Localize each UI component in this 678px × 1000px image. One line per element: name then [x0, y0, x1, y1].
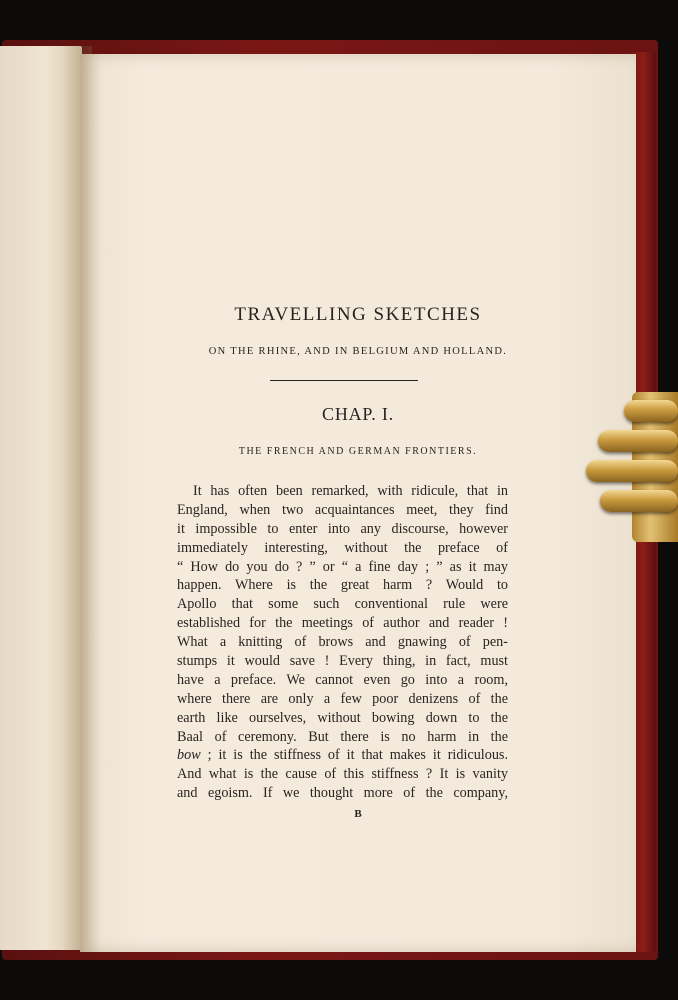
clip-finger	[598, 430, 678, 452]
text-line: And what is the cause of this stiffness ? It is vanity	[177, 766, 508, 783]
signature-mark: B	[354, 808, 362, 820]
text-line: and egoism. If we thought more of the company,	[177, 785, 508, 802]
clip-finger	[600, 490, 678, 512]
text-line: where there are only a few poor denizens of the	[177, 690, 508, 707]
italic-word: bow	[177, 747, 201, 764]
text-line: Baal of ceremony. But there is no harm in the	[177, 728, 508, 745]
text-line: England, when two acquaintances meet, they find	[177, 501, 508, 518]
text-line: it impossible to enter into any discourse, however	[177, 520, 508, 537]
text-line: immediately interesting, without the preface of	[177, 539, 508, 556]
chapter-heading: CHAP. I.	[322, 404, 394, 424]
book-subtitle: ON THE RHINE, AND IN BELGIUM AND HOLLAND.	[208, 346, 508, 357]
text-line: happen. Where is the great harm ? Would to	[177, 577, 508, 594]
text-line-bow	[177, 746, 508, 765]
text-line: have a preface. We cannot even go into a room,	[177, 671, 508, 688]
text-fragment: ; it is the stiffness of it that makes it ridiculous.	[200, 747, 508, 764]
title-rule	[270, 380, 418, 381]
text-line: stumps it would save ! Every thing, in fact, must	[177, 653, 508, 670]
text-line: earth like ourselves, without bowing down to the	[177, 709, 508, 726]
clip-finger	[586, 460, 678, 482]
text-line: established for the meetings of author and reader !	[177, 615, 508, 632]
page-holder-clip	[584, 392, 678, 542]
body-text	[177, 482, 508, 803]
text-line: Apollo that some such conventional rule were	[177, 596, 508, 613]
book-title: TRAVELLING SKETCHES	[234, 304, 482, 325]
text-line: “ How do you do ? ” or “ a fine day ; ” as it may	[177, 558, 508, 575]
text-line: It has often been remarked, with ridicule, that in	[193, 483, 508, 499]
text-line: What a knitting of brows and gnawing of pen-	[177, 634, 508, 651]
section-heading: THE FRENCH AND GERMAN FRONTIERS.	[238, 446, 478, 457]
clip-finger	[624, 400, 678, 422]
